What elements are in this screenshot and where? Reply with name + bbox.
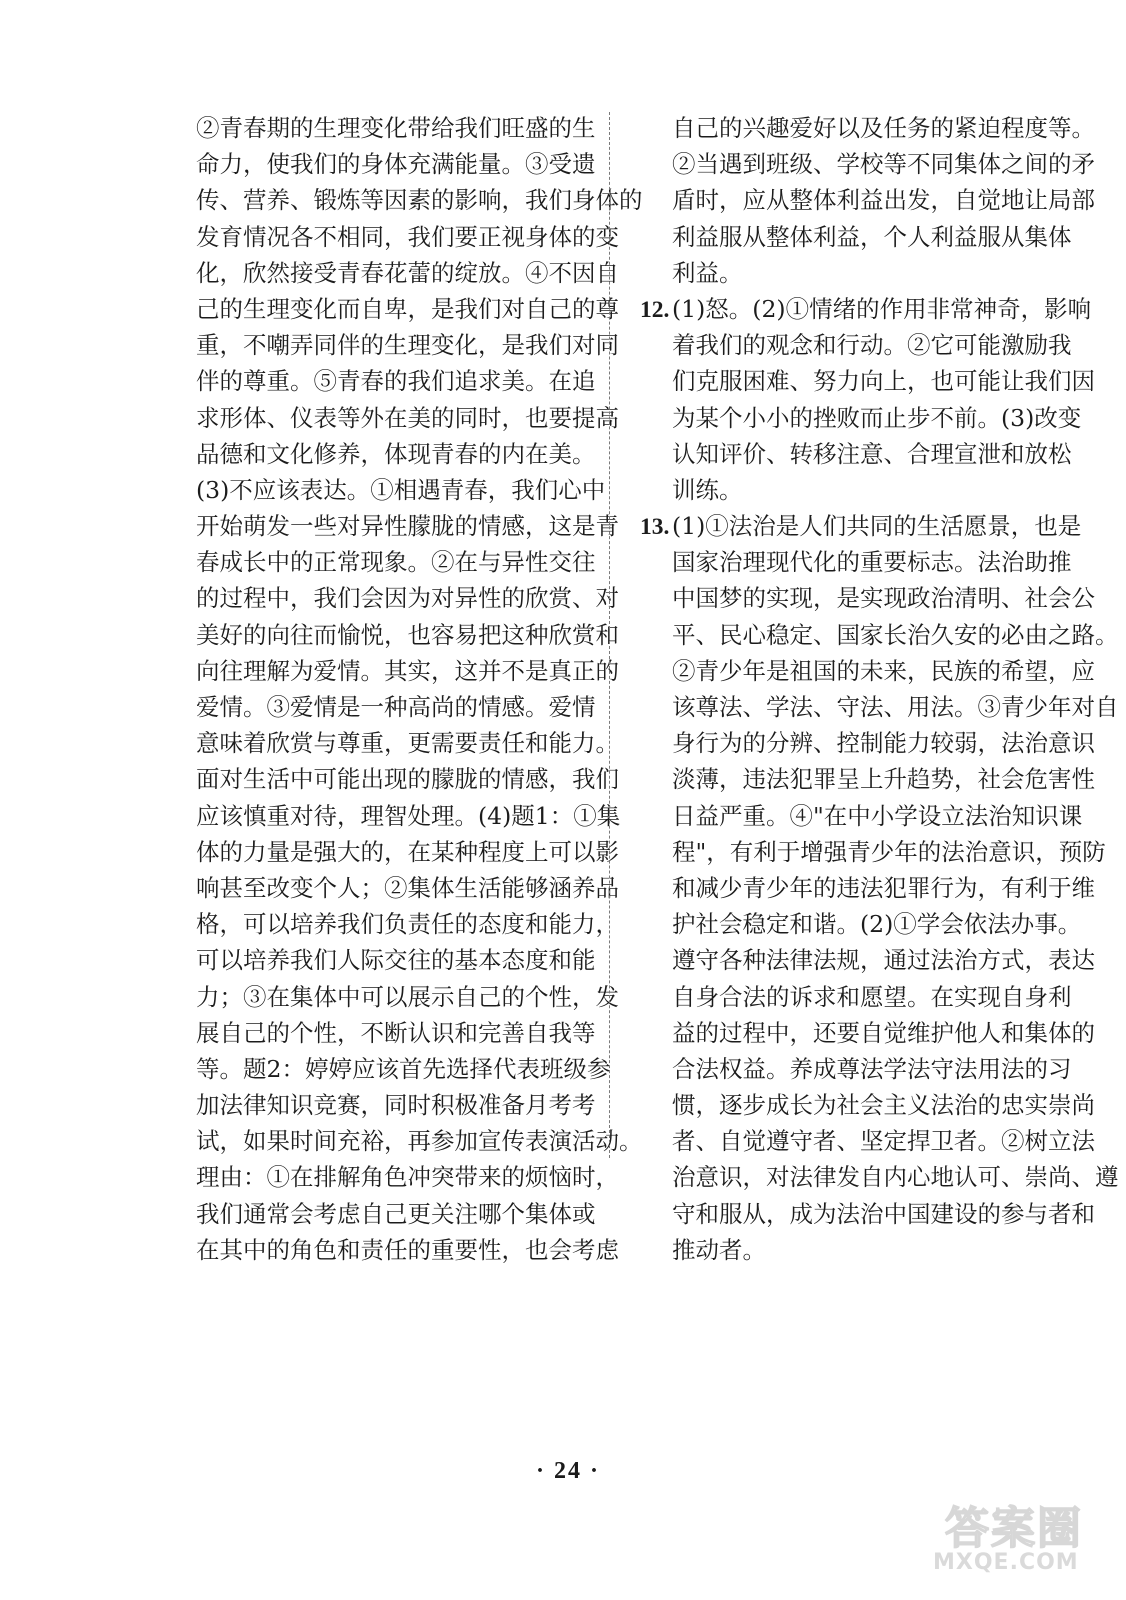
text-line: 化，欣然接受青春花蕾的绽放。④不因自 bbox=[196, 258, 619, 287]
text-line: 格，可以培养我们负责任的态度和能力， bbox=[196, 910, 619, 939]
text-line: ②当遇到班级、学校等不同集体之间的矛 bbox=[672, 150, 1095, 179]
text-line bbox=[672, 544, 1072, 580]
continued-answer bbox=[672, 110, 1095, 291]
text-line: 爱情。③爱情是一种高尚的情感。爱情 bbox=[196, 693, 596, 721]
site-watermark-logo bbox=[915, 1490, 1105, 1585]
text-line: 发育情况各不相同，我们要正视身体的变 bbox=[196, 222, 619, 251]
text-line: 自己的兴趣爱好以及任务的紧迫程度等。 bbox=[672, 114, 1095, 142]
question-number: 12. bbox=[640, 296, 670, 323]
text-line bbox=[672, 653, 1095, 689]
line-text: 认知评价、转移注意、合理宣泄和放松 bbox=[672, 439, 1072, 468]
text-line bbox=[672, 942, 1095, 978]
line-text: 着我们的观念和行动。②它可能激励我 bbox=[672, 331, 1072, 360]
text-line bbox=[672, 327, 1072, 363]
line-text: 护社会稳定和谐。(2)①学会依法办事。 bbox=[672, 910, 1082, 939]
column-divider bbox=[609, 112, 610, 1158]
line-text: 平、民心稳定、国家长治久安的必由之路。 bbox=[672, 620, 1119, 649]
text-line: 理由：①在排解角色冲突带来的烦恼时， bbox=[196, 1163, 619, 1192]
line-text: (1)①法治是人们共同的生活愿景，也是 bbox=[672, 512, 1082, 541]
question-13 bbox=[640, 508, 1119, 1268]
text-line: 利益服从整体利益，个人利益服从集体 bbox=[672, 222, 1072, 251]
text-line: 响甚至改变个人；②集体生活能够涵养品 bbox=[196, 873, 619, 902]
text-line: ②青春期的生理变化带给我们旺盛的生 bbox=[196, 114, 596, 142]
text-line: 美好的向往而愉悦，也容易把这种欣赏和 bbox=[196, 620, 619, 649]
text-line: 伴的尊重。⑤青春的我们追求美。在追 bbox=[196, 367, 596, 396]
text-line bbox=[672, 689, 1119, 725]
line-text: 们克服困难、努力向上，也可能让我们因 bbox=[672, 367, 1095, 396]
line-text: 身行为的分辨、控制能力较弱，法治意识 bbox=[672, 729, 1095, 758]
text-line: 的过程中，我们会因为对异性的欣赏、对 bbox=[196, 584, 619, 613]
line-text: 为某个小小的挫败而止步不前。(3)改变 bbox=[672, 403, 1082, 432]
text-line bbox=[640, 291, 1092, 327]
line-text: 国家治理现代化的重要标志。法治助推 bbox=[672, 548, 1072, 577]
text-line: 体的力量是强大的，在某种程度上可以影 bbox=[196, 837, 619, 866]
text-line: 求形体、仪表等外在美的同时，也要提高 bbox=[196, 403, 619, 432]
text-line bbox=[672, 1196, 1095, 1232]
page-number: · 24 · bbox=[535, 1458, 600, 1484]
text-line: 面对生活中可能出现的朦胧的情感，我们 bbox=[196, 765, 619, 794]
question-number: 13. bbox=[640, 514, 670, 541]
left-column bbox=[196, 110, 643, 1268]
line-text: 治意识，对法律发自内心地认可、崇尚、遵 bbox=[672, 1163, 1119, 1192]
text-line bbox=[672, 400, 1082, 436]
text-line bbox=[672, 1232, 1068, 1268]
line-text: 合法权益。养成尊法学法守法用法的习 bbox=[672, 1054, 1072, 1083]
line-text: 训练。 bbox=[672, 475, 743, 504]
question-12 bbox=[640, 291, 1095, 508]
line-text: 益的过程中，还要自觉维护他人和集体的 bbox=[672, 1018, 1095, 1047]
line-text: 中国梦的实现，是实现政治清明、社会公 bbox=[672, 584, 1095, 613]
text-line bbox=[672, 725, 1095, 761]
line-text: 守和服从，成为法治中国建设的参与者和 bbox=[672, 1199, 1095, 1228]
text-line: (3)不应该表达。①相遇青春，我们心中 bbox=[196, 475, 606, 504]
text-line: 向往理解为爱情。其实，这并不是真正的 bbox=[196, 656, 619, 685]
text-line bbox=[672, 617, 1119, 653]
text-line: 春成长中的正常现象。②在与异性交往 bbox=[196, 548, 596, 577]
text-line: 可以培养我们人际交往的基本态度和能 bbox=[196, 946, 596, 975]
text-line: 重，不嘲弄同伴的生理变化，是我们对同 bbox=[196, 331, 619, 360]
text-line bbox=[672, 472, 1068, 508]
text-line: 在其中的角色和责任的重要性，也会考虑 bbox=[196, 1235, 619, 1264]
line-text: (1)怒。(2)①情绪的作用非常神奇，影响 bbox=[672, 294, 1092, 323]
text-line: 应该慎重对待，理智处理。(4)题1：①集 bbox=[196, 801, 621, 830]
line-text: 者、自觉遵守者、坚定捍卫者。②树立法 bbox=[672, 1127, 1095, 1156]
text-line: 展自己的个性，不断认识和完善自我等 bbox=[196, 1018, 596, 1047]
text-line bbox=[672, 834, 1106, 870]
line-text: 惯，逐步成长为社会主义法治的忠实崇尚 bbox=[672, 1091, 1095, 1120]
text-line bbox=[672, 1087, 1095, 1123]
text-line bbox=[672, 870, 1095, 906]
text-line: 加法律知识竞赛，同时积极准备月考考 bbox=[196, 1091, 596, 1120]
line-text: 和减少青少年的违法犯罪行为，有利于维 bbox=[672, 873, 1095, 902]
text-line bbox=[672, 761, 1095, 797]
text-line: 我们通常会考虑自己更关注哪个集体或 bbox=[196, 1199, 596, 1228]
text-line: 传、营养、锻炼等因素的影响，我们身体的 bbox=[196, 186, 643, 215]
text-line bbox=[640, 508, 1082, 544]
line-text: 推动者。 bbox=[672, 1235, 766, 1264]
text-line: 力；③在集体中可以展示自己的个性，发 bbox=[196, 982, 619, 1011]
line-text: 淡薄，违法犯罪呈上升趋势，社会危害性 bbox=[672, 765, 1095, 794]
text-line: 命力，使我们的身体充满能量。③受遗 bbox=[196, 150, 596, 179]
watermark-logo-text: 答案圈 bbox=[945, 1503, 1083, 1554]
text-line: 开始萌发一些对异性朦胧的情感，这是青 bbox=[196, 512, 619, 541]
text-line bbox=[672, 1051, 1072, 1087]
text-line bbox=[672, 1015, 1095, 1051]
text-line: 意味着欣赏与尊重，更需要责任和能力。 bbox=[196, 729, 619, 758]
text-line: 己的生理变化而自卑，是我们对自己的尊 bbox=[196, 294, 619, 323]
text-line bbox=[672, 363, 1095, 399]
text-line bbox=[672, 979, 1072, 1015]
text-line: 试，如果时间充裕，再参加宣传表演活动。 bbox=[196, 1127, 643, 1156]
text-line: 盾时，应从整体利益出发，自觉地让局部 bbox=[672, 186, 1095, 215]
text-line bbox=[672, 580, 1095, 616]
text-line: 品德和文化修养，体现青春的内在美。 bbox=[196, 439, 596, 468]
line-text: 自身合法的诉求和愿望。在实现自身利 bbox=[672, 982, 1072, 1011]
text-line bbox=[672, 436, 1072, 472]
line-text: 程"，有利于增强青少年的法治意识，预防 bbox=[672, 837, 1106, 866]
text-line bbox=[672, 1159, 1119, 1195]
text-line bbox=[672, 798, 1083, 834]
text-line bbox=[672, 906, 1082, 942]
line-text: 该尊法、学法、守法、用法。③青少年对自 bbox=[672, 693, 1119, 721]
line-text: ②青少年是祖国的未来，民族的希望，应 bbox=[672, 656, 1095, 685]
text-line: 等。题2：婷婷应该首先选择代表班级参 bbox=[196, 1054, 611, 1083]
text-line bbox=[672, 1123, 1095, 1159]
watermark-domain: MXQE.COM bbox=[933, 1550, 1079, 1575]
line-text: 遵守各种法律法规，通过法治方式，表达 bbox=[672, 946, 1095, 975]
text-line: 利益。 bbox=[672, 258, 743, 287]
right-column bbox=[640, 110, 1119, 1268]
line-text: 日益严重。④"在中小学设立法治知识课 bbox=[672, 801, 1083, 830]
